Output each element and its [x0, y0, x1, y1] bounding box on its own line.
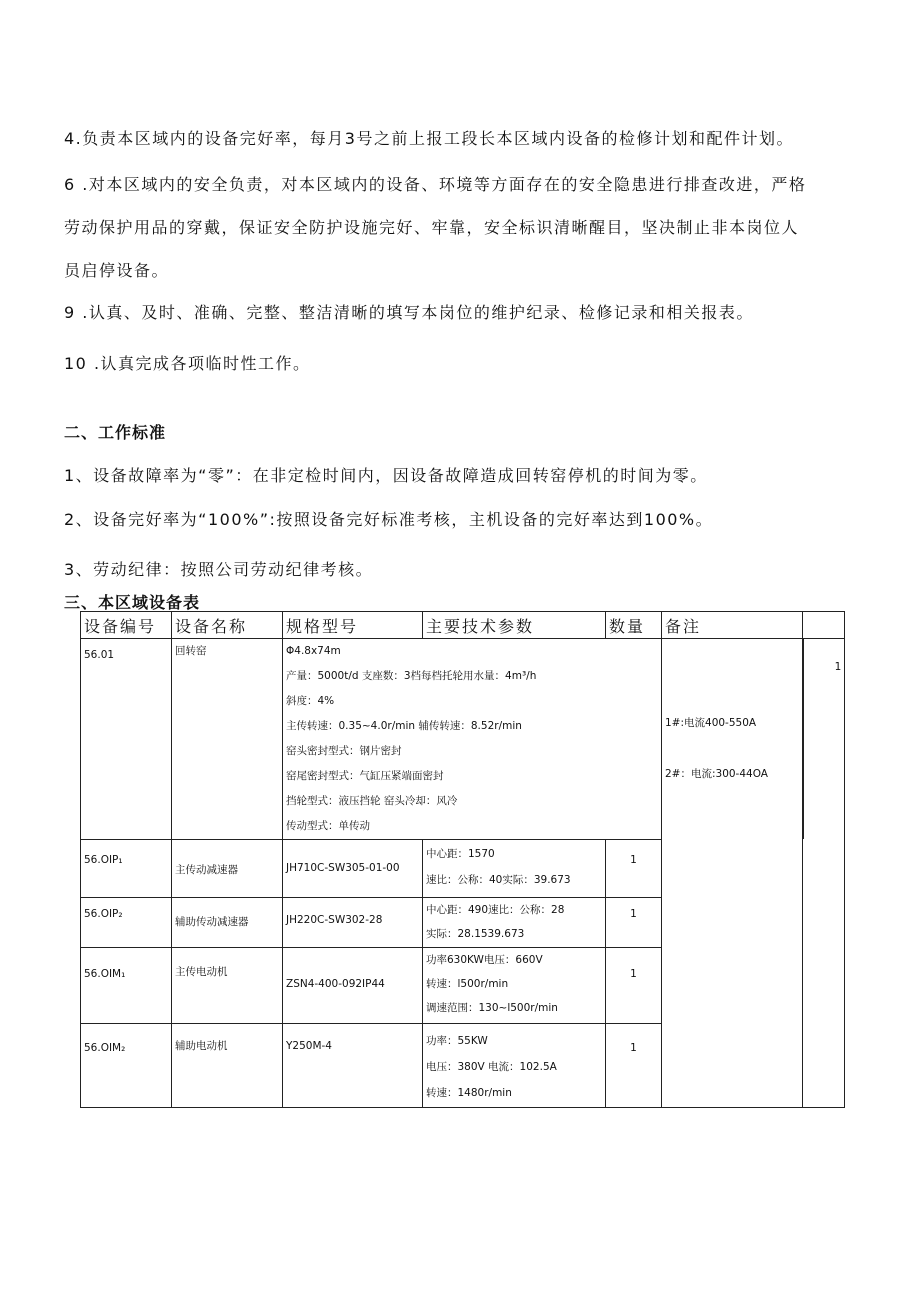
- param-line: 中心距：1570: [426, 848, 495, 860]
- kiln-qty: 1: [834, 661, 842, 673]
- remarks-cell: [662, 639, 803, 1108]
- kiln-spec-line: 斜度：4%: [286, 695, 335, 707]
- section-2-title: 二、工作标准: [64, 423, 167, 442]
- param-line: 中心距：490速比：公称：28: [426, 904, 565, 916]
- row-model: JH710C-SW305-01-00: [283, 840, 423, 898]
- kiln-spec-line: Φ4.8x74m: [286, 645, 341, 657]
- table-row: [81, 639, 845, 840]
- header-remark: 备注: [662, 612, 803, 639]
- paragraph-6-line-2: 劳动保护用品的穿戴，保证安全防护设施完好、牢靠，安全标识清晰醒目，坚决制止非本岗位人: [64, 218, 800, 237]
- paragraph-4: 4.负责本区域内的设备完好率，每月3号之前上报工段长本区域内设备的检修计划和配件计划。: [64, 129, 794, 148]
- param-line: 转速：l500r/min: [426, 978, 509, 990]
- kiln-spec-line: 主传转速：0.35~4.0r/min 辅传转速：8.52r/min: [286, 720, 522, 732]
- header-code: 设备编号: [81, 612, 172, 639]
- param-line: 调速范围：130~l500r/min: [426, 1002, 558, 1014]
- header-qty: 数量: [606, 612, 662, 639]
- equipment-table: [80, 611, 845, 1108]
- kiln-spec-line: 产量：5000t/d 支座数：3档每档托轮用水量：4m³/h: [286, 670, 537, 682]
- kiln-spec-line: 窑尾密封型式：气缸压紧端面密封: [286, 770, 444, 782]
- standard-item-3: 3、劳动纪律：按照公司劳动纪律考核。: [64, 560, 374, 579]
- kiln-spec-line: 窑头密封型式：钢片密封: [286, 745, 402, 757]
- row-name: 主传电动机: [172, 948, 283, 1024]
- header-model: 规格型号: [283, 612, 423, 639]
- row-name: 主传动减速器: [172, 840, 283, 898]
- kiln-code: 56.01: [81, 639, 172, 840]
- row-code: 56.OIM₁: [81, 948, 172, 1024]
- standard-item-2: 2、设备完好率为“100%”:按照设备完好标准考核，主机设备的完好率达到100%。: [64, 510, 714, 529]
- kiln-spec-line: 传动型式：单传动: [286, 820, 370, 832]
- extra-cell: [803, 639, 845, 1108]
- row-params: [423, 840, 606, 898]
- row-params: [423, 898, 606, 948]
- row-qty: 1: [606, 898, 662, 948]
- header-extra: [803, 612, 845, 639]
- row-qty: 1: [606, 1024, 662, 1108]
- row-name: 辅助传动减速器: [172, 898, 283, 948]
- section-3-title: 三、本区域设备表: [64, 593, 201, 612]
- param-line: 速比：公称：40实际：39.673: [426, 874, 571, 886]
- row-model: ZSN4-400-092IP44: [283, 948, 423, 1024]
- row-model: Y250M-4: [283, 1024, 423, 1108]
- row-code: 56.OIP₂: [81, 898, 172, 948]
- param-line: 电压：380V 电流：102.5A: [426, 1061, 557, 1073]
- paragraph-6-line-1: 6 .对本区域内的安全负责，对本区域内的设备、环境等方面存在的安全隐患进行排查改进，严格: [64, 175, 807, 194]
- paragraph-10: 10 .认真完成各项临时性工作。: [64, 354, 311, 373]
- param-line: 功率630KW电压：660V: [426, 954, 543, 966]
- row-name: 辅助电动机: [172, 1024, 283, 1108]
- kiln-qty-divider: [803, 639, 804, 839]
- remark-line-2: 2#：电流:300-44OA: [665, 768, 768, 780]
- standard-item-1: 1、设备故障率为“零”：在非定检时间内，因设备故障造成回转窑停机的时间为零。: [64, 466, 708, 485]
- row-params: [423, 1024, 606, 1108]
- header-name: 设备名称: [172, 612, 283, 639]
- row-code: 56.OIP₁: [81, 840, 172, 898]
- param-line: 实际：28.1539.673: [426, 928, 525, 940]
- header-params: 主要技术参数: [423, 612, 606, 639]
- param-line: 转速：1480r/min: [426, 1087, 512, 1099]
- row-model: JH220C-SW302-28: [283, 898, 423, 948]
- row-code: 56.OIM₂: [81, 1024, 172, 1108]
- table-header-row: [81, 612, 845, 639]
- remark-line-1: 1#:电流400-550A: [665, 717, 757, 729]
- row-qty: 1: [606, 948, 662, 1024]
- paragraph-9: 9 .认真、及时、准确、完整、整洁清晰的填写本岗位的维护纪录、检修记录和相关报表。: [64, 303, 754, 322]
- param-line: 功率：55KW: [426, 1035, 488, 1047]
- paragraph-6-line-3: 员启停设备。: [64, 261, 170, 280]
- kiln-spec-line: 挡轮型式：液压挡轮 窑头冷却：风冷: [286, 795, 458, 807]
- kiln-name: 回转窑: [172, 639, 283, 840]
- row-qty: 1: [606, 840, 662, 898]
- row-params: [423, 948, 606, 1024]
